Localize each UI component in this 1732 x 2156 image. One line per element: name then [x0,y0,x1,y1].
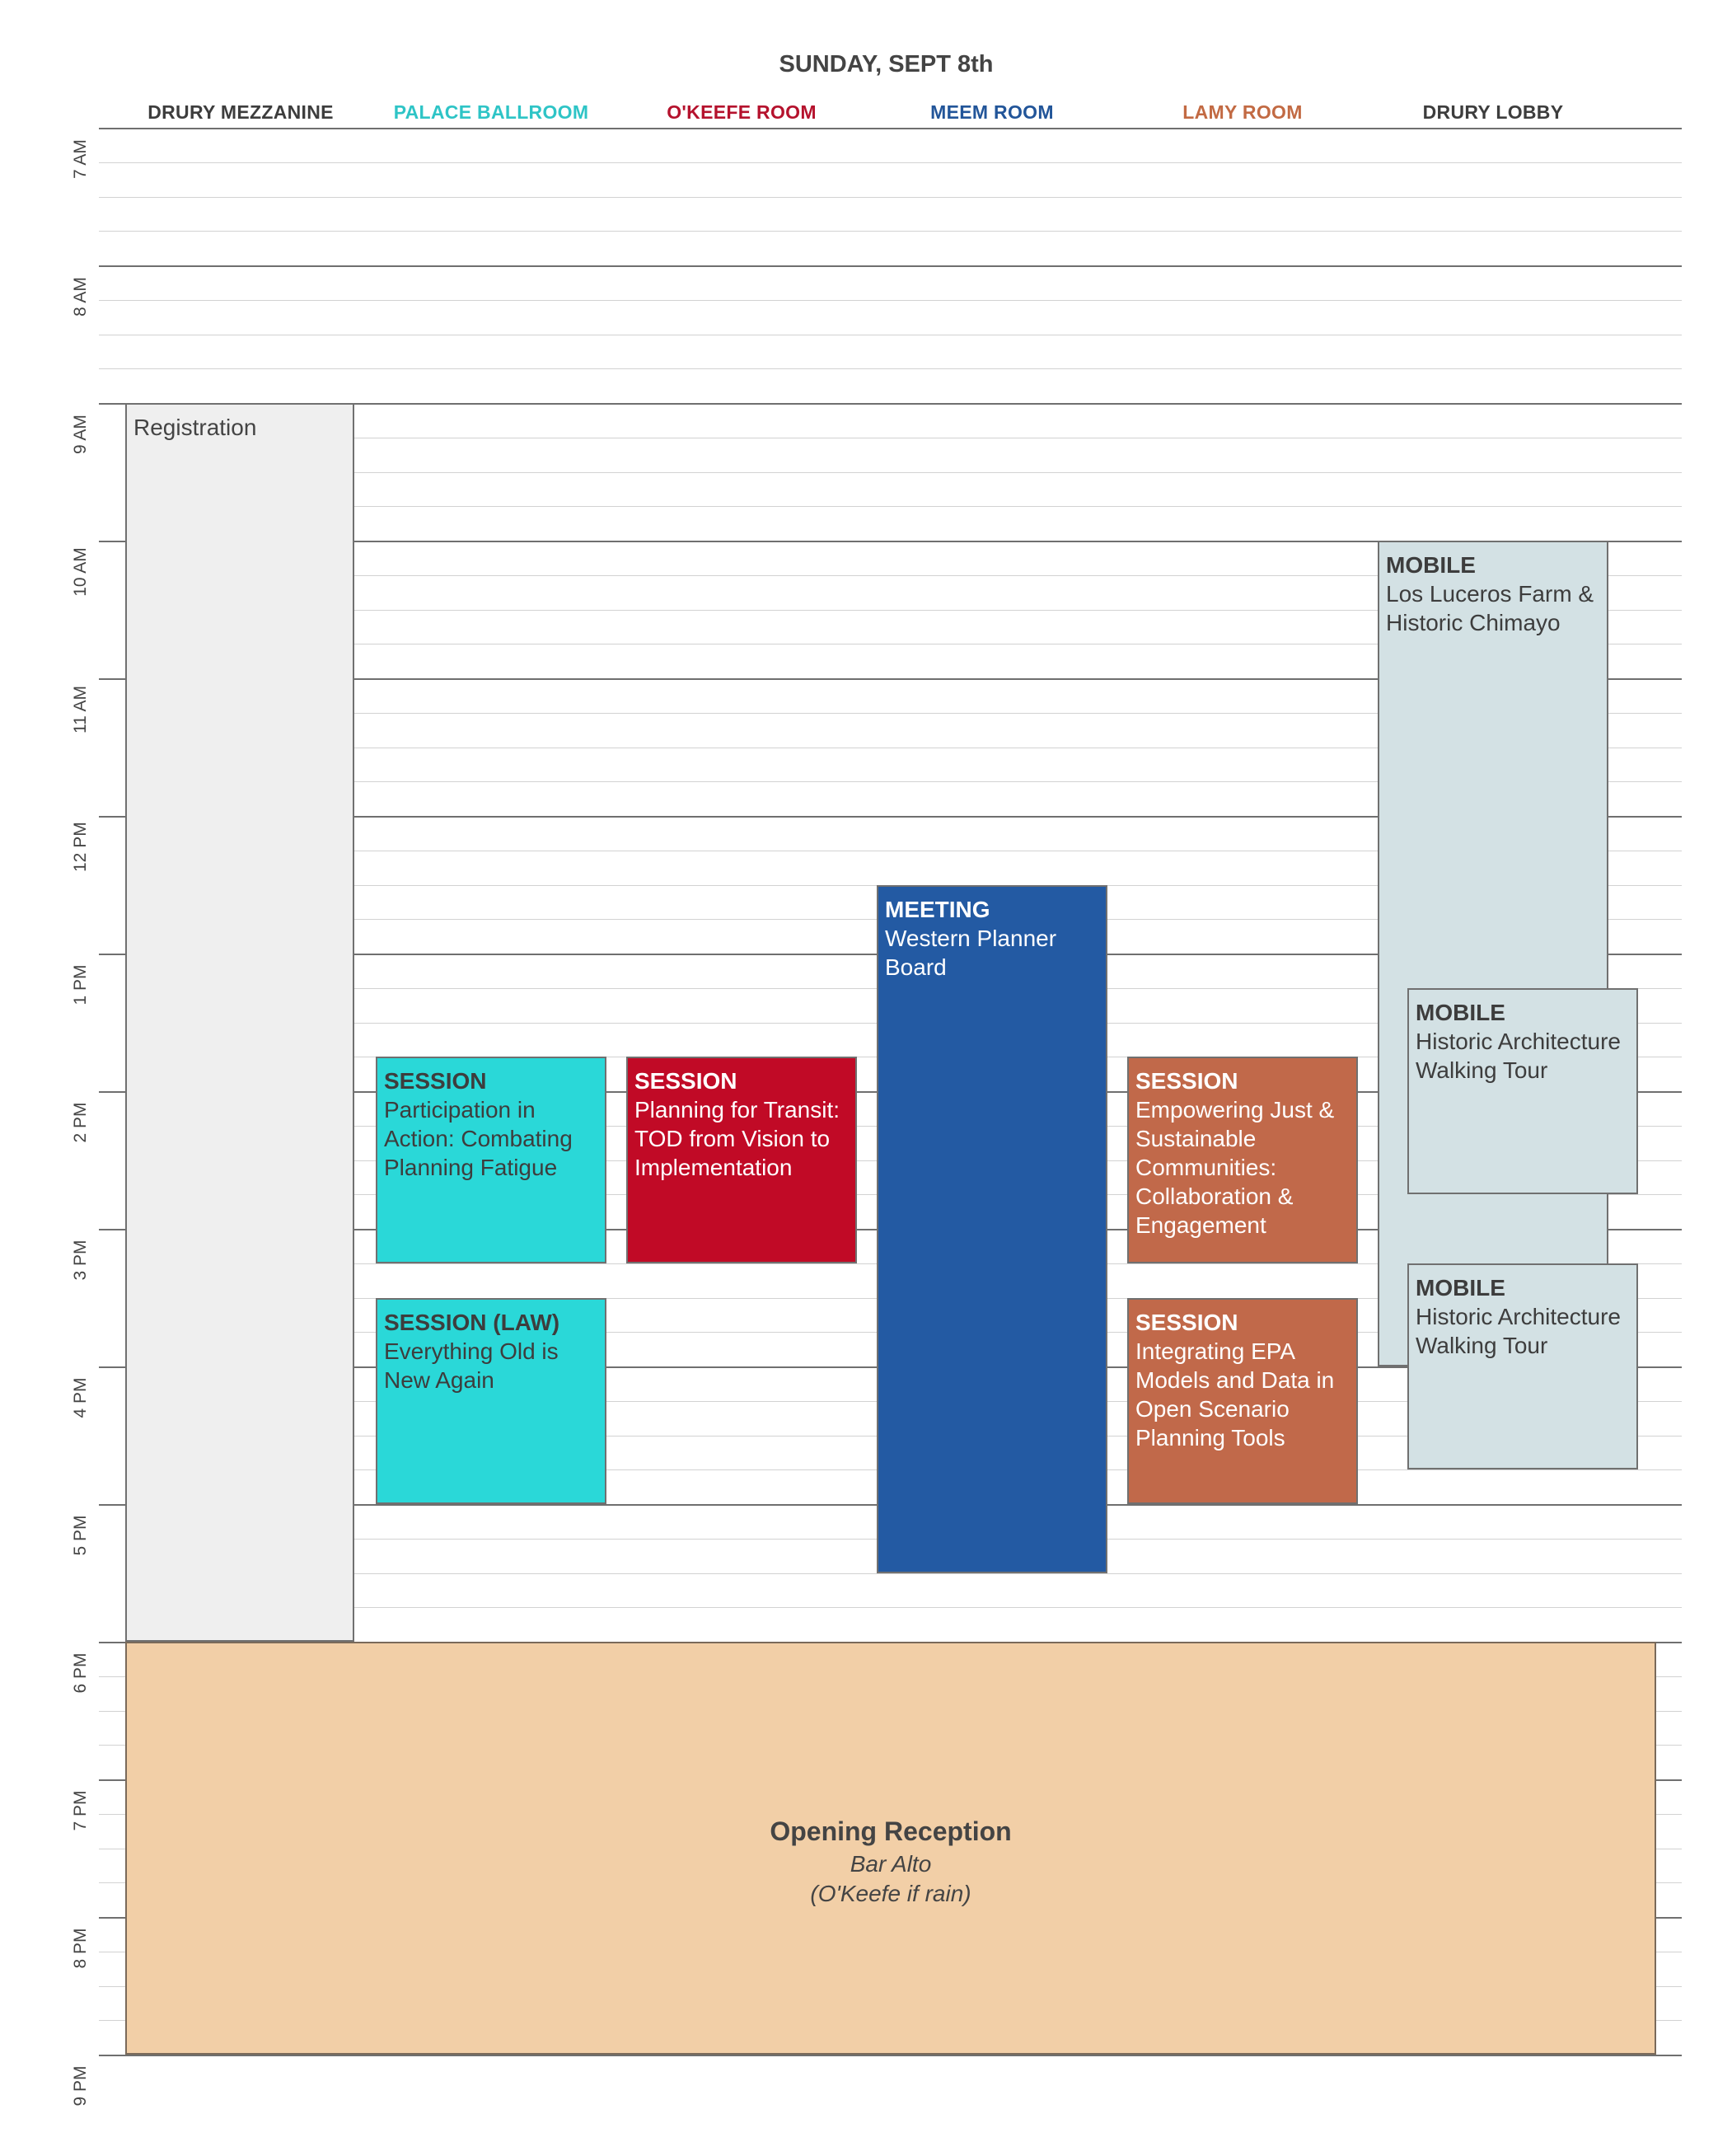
event-kind-label: SESSION [634,1068,737,1094]
page-title: SUNDAY, SEPT 8th [779,51,994,77]
event-title: Everything Old is New Again [384,1338,559,1393]
event-kind-label: SESSION [1135,1068,1238,1094]
quarter-gridline [99,368,1682,369]
event-kind-label: SESSION [384,1068,487,1094]
event-session-empowering[interactable] [1127,1057,1358,1263]
event-kind-label: MOBILE [1416,1274,1505,1301]
event-session-epa[interactable] [1127,1298,1358,1505]
hour-label: 12 PM [71,822,90,872]
hour-label: 8 AM [71,277,90,316]
quarter-gridline [125,1573,1682,1574]
event-session-law[interactable] [376,1298,606,1505]
event-kind-label: MOBILE [1386,552,1476,578]
event-title: Historic Architecture Walking Tour [1416,1303,1621,1358]
hour-gridline [99,265,1682,267]
room-header-drury-lobby: DRURY LOBBY [1422,101,1564,123]
hour-gridline [99,128,1682,129]
hour-label: 1 PM [71,964,90,1005]
event-title: Planning for Transit: TOD from Vision to Implementation [634,1097,840,1181]
event-kind-label: SESSION [1135,1309,1238,1335]
hour-label: 2 PM [71,1102,90,1143]
event-title: Historic Architecture Walking Tour [1416,1028,1621,1083]
event-mobile-walking-tour-1[interactable] [1407,988,1638,1195]
hour-label: 9 AM [71,415,90,454]
event-registration[interactable] [125,403,354,1642]
quarter-gridline [125,506,1682,507]
event-title: Los Luceros Farm & Historic Chimayo [1386,581,1594,635]
reception-venue: Bar Alto [850,1851,932,1877]
room-header-o-keefe-room: O'KEEFE ROOM [667,101,817,123]
room-header-drury-mezzanine: DRURY MEZZANINE [147,101,334,123]
hour-label: 3 PM [71,1240,90,1281]
hour-label: 5 PM [71,1515,90,1556]
event-title: Registration [133,415,257,440]
event-title: Empowering Just & Sustainable Communities: Collaboration & Engagement [1135,1097,1335,1239]
quarter-gridline [125,472,1682,473]
event-kind-label: SESSION (LAW) [384,1309,560,1335]
room-header-lamy-room: LAMY ROOM [1182,101,1303,123]
quarter-gridline [99,300,1682,301]
quarter-gridline [99,197,1682,198]
quarter-gridline [125,1607,1682,1608]
room-header-palace-ballroom: PALACE BALLROOM [393,101,589,123]
event-meeting-western-planner[interactable] [877,885,1107,1573]
event-mobile-los-luceros[interactable] [1378,541,1608,1366]
reception-title: Opening Reception [770,1816,1012,1846]
event-kind-label: MEETING [885,896,990,922]
quarter-gridline [99,162,1682,163]
reception-rain-note: (O'Keefe if rain) [810,1881,971,1906]
event-mobile-walking-tour-2[interactable] [1407,1263,1638,1470]
room-header-meem-room: MEEM ROOM [930,101,1054,123]
opening-reception-block[interactable] [125,1642,1656,2055]
event-title: Western Planner Board [885,925,1057,980]
hour-gridline [99,2055,1682,2056]
hour-label: 7 PM [71,1790,90,1831]
hour-label: 9 PM [71,2065,90,2107]
event-session-participation[interactable] [376,1057,606,1263]
hour-label: 11 AM [71,686,90,734]
hour-label: 6 PM [71,1652,90,1694]
hour-label: 10 AM [71,547,90,597]
event-title: Participation in Action: Combating Planning Fatigue [384,1097,573,1181]
event-title: Integrating EPA Models and Data in Open Scenario Planning Tools [1135,1338,1335,1451]
hour-label: 4 PM [71,1377,90,1418]
event-kind-label: MOBILE [1416,999,1505,1025]
quarter-gridline [99,231,1682,232]
hour-label: 8 PM [71,1928,90,1969]
event-session-transit[interactable] [626,1057,857,1263]
hour-label: 7 AM [71,139,90,179]
